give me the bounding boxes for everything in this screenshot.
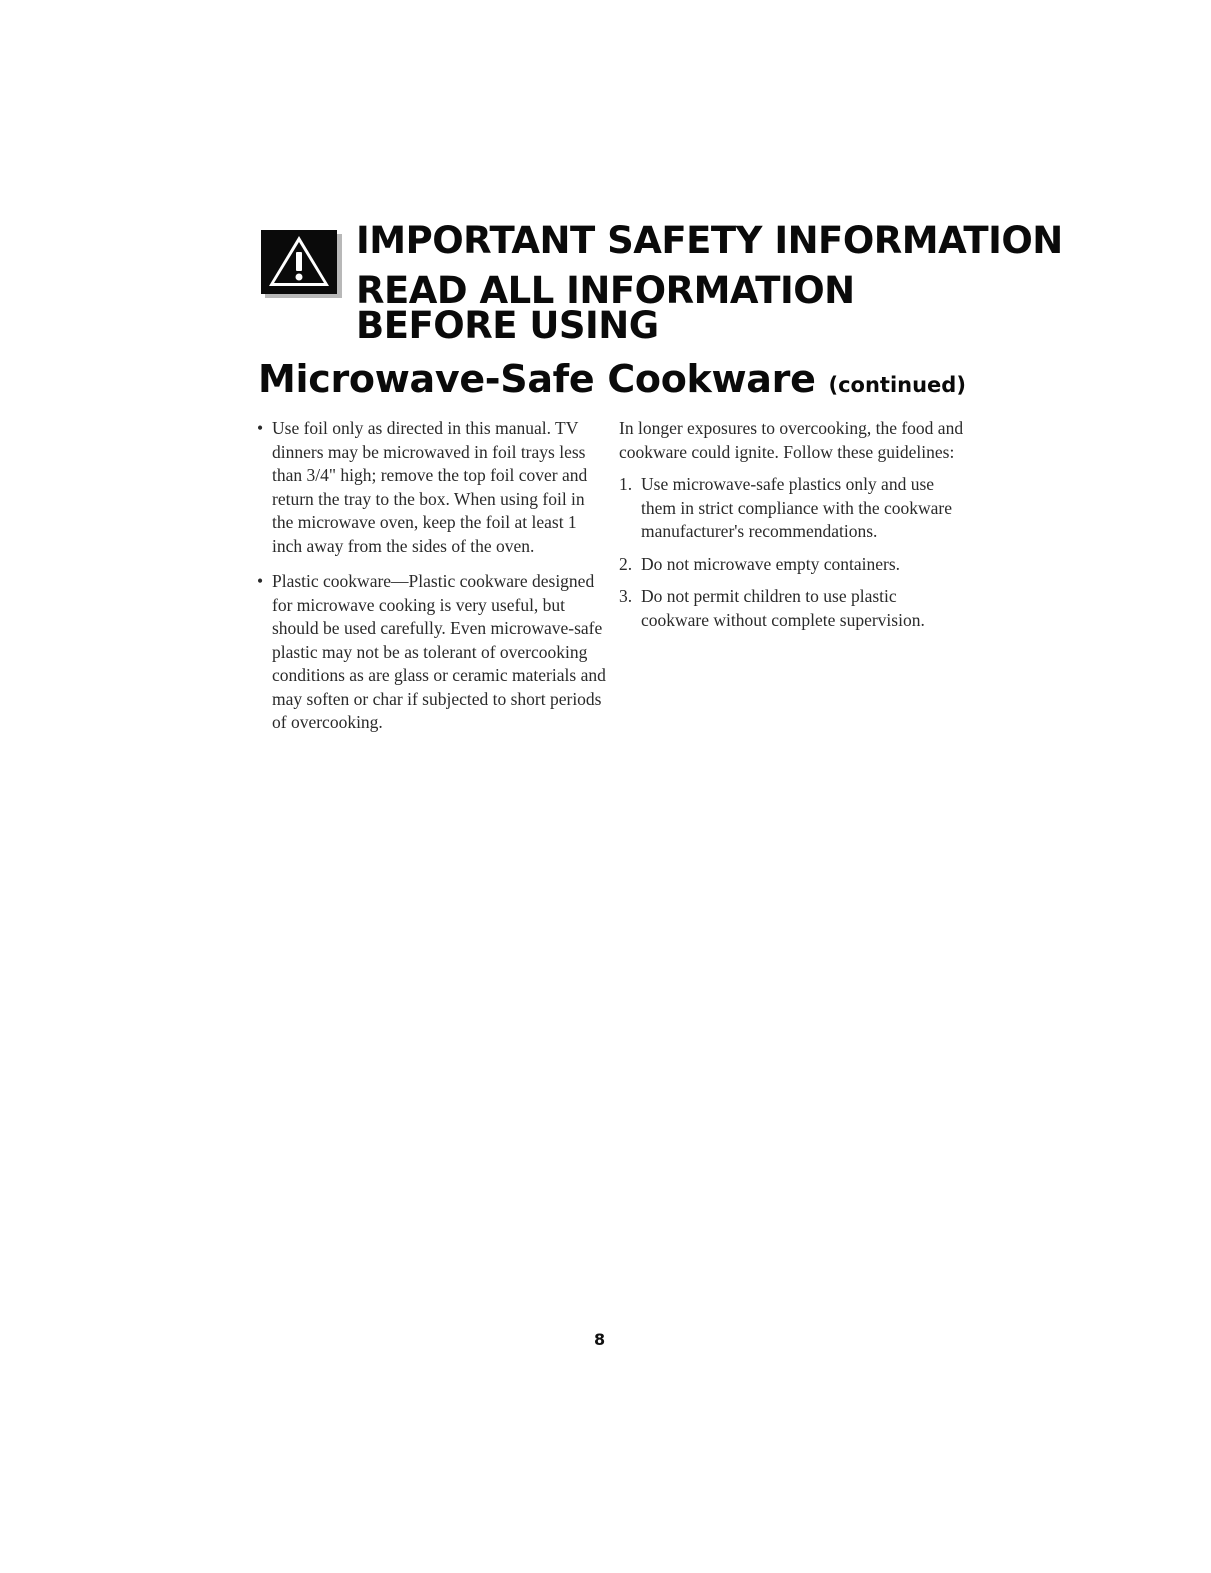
bullet-text: Use foil only as directed in this manual. TV dinners may be microwaved in foil trays less than 3/4" high; remove the top foil cover and return the tray to the box. When using foil in the microwave oven, keep the foil at least 1 inch away from the sides of the oven. <box>272 418 588 556</box>
bullet-text: Plastic cookware—Plastic cookware designed for microwave cooking is very useful, but should be used carefully. Even microwave-safe plastic may not be as tolerant of overcooking conditions as are glass or ceramic materials and may soften or char if subjected to short periods of overcooking. <box>272 571 606 732</box>
guideline-number: 3. <box>619 586 633 606</box>
bullet-symbol: • <box>257 571 264 591</box>
guideline-text: Do not permit children to use plastic cookware without complete supervision. <box>641 586 925 630</box>
guideline-text: Use microwave-safe plastics only and use them in strict compliance with the cookware manufacturer's recommendations. <box>641 474 953 541</box>
heading-before-using: BEFORE USING <box>356 304 659 347</box>
heading-read-all: READ ALL INFORMATION <box>356 269 855 312</box>
bullet-item-foil <box>257 417 607 558</box>
bullet-symbol: • <box>257 418 264 438</box>
section-title-suffix: (continued) <box>828 373 966 397</box>
guideline-text: Do not microwave empty containers. <box>641 553 901 574</box>
guideline-number: 1. <box>619 474 633 494</box>
right-column <box>619 417 964 641</box>
section-title-text: Microwave-Safe Cookware <box>258 357 816 401</box>
guideline-number: 2. <box>619 553 633 574</box>
heading-important-safety: IMPORTANT SAFETY INFORMATION <box>356 219 1063 262</box>
page-number: 8 <box>594 1330 606 1349</box>
left-column <box>257 417 607 747</box>
guideline-item-2 <box>619 553 964 577</box>
guideline-item-3 <box>619 585 964 632</box>
guideline-item-1 <box>619 473 964 544</box>
section-title <box>258 357 966 401</box>
warning-exclamation-icon <box>261 230 342 298</box>
guidelines-intro: In longer exposures to overcooking, the food and cookware could ignite. Follow these guidelines: <box>619 418 964 462</box>
bullet-item-plastic <box>257 570 607 735</box>
